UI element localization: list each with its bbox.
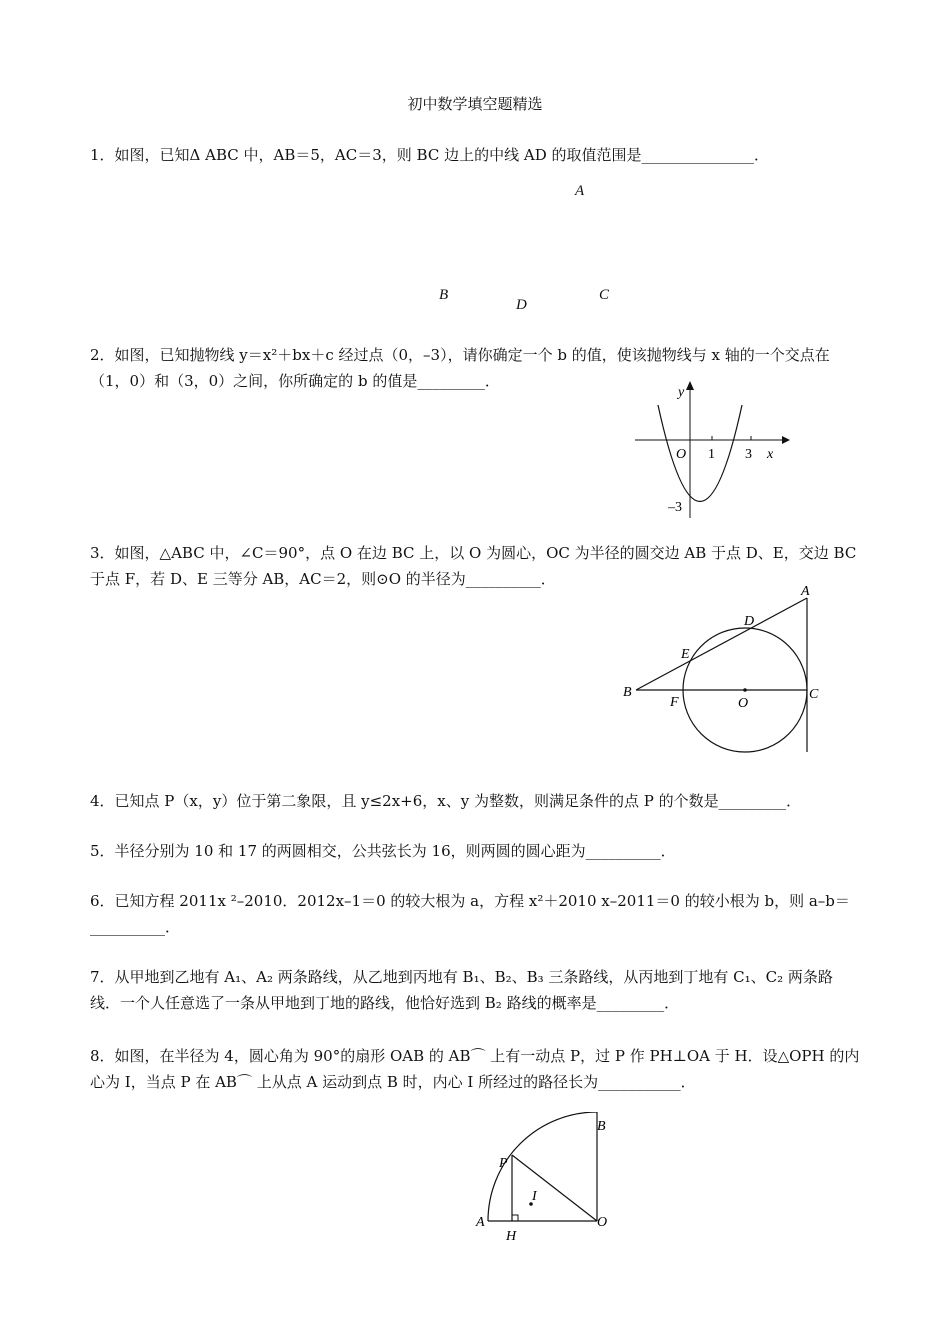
page-title: 初中数学填空题精选 [407, 95, 543, 113]
question-1: 1．如图，已知Δ ABC 中，AB＝5，AC＝3，则 BC 边上的中线 AD 的取值范围是_______________． [90, 146, 769, 164]
fig2-label-1: 1 [708, 447, 715, 462]
fig2-label-y: y [678, 385, 685, 400]
fig1-label-d: D [516, 297, 527, 313]
fig2-label-o: O [676, 447, 687, 462]
fig8-label-i: I [532, 1189, 537, 1204]
fig3-label-d: D [744, 614, 755, 629]
parabola-curve [658, 405, 742, 502]
figure-2-parabola [630, 378, 790, 520]
x-axis-arrow [782, 436, 790, 444]
question-6: 6．已知方程 2011x ²–2010．2012x–1＝0 的较大根为 a，方程 x²＋2010 x–2011＝0 的较小根为 b，则 a–b＝__________． [90, 892, 850, 936]
fig3-label-o: O [738, 696, 749, 711]
center-o-dot [743, 688, 747, 692]
fig3-label-b: B [623, 685, 632, 700]
fig8-label-p: P [499, 1156, 508, 1171]
fig8-label-o: O [597, 1215, 608, 1230]
question-5: 5．半径分别为 10 和 17 的两圆相交，公共弦长为 16，则两圆的圆心距为__________． [90, 842, 676, 860]
fig3-label-a: A [801, 584, 810, 599]
question-4: 4．已知点 P（x，y）位于第二象限，且 y≤2x+6，x、y 为整数，则满足条件的点 P 的个数是_________． [90, 792, 802, 810]
fig1-label-c: C [599, 287, 610, 303]
question-2: 2．如图，已知抛物线 y＝x²＋bx＋c 经过点（0，–3），请你确定一个 b 的值，使该抛物线与 x 轴的一个交点在（1，0）和（3，0）之间，你所确定的 b 的值是_________． [90, 346, 830, 390]
fig1-label-a: A [575, 183, 585, 199]
fig2-label-minus3: –3 [668, 500, 682, 515]
fig3-label-f: F [670, 695, 679, 710]
question-7: 7．从甲地到乙地有 A₁、A₂ 两条路线，从乙地到丙地有 B₁、B₂、B₃ 三条路线，从丙地到丁地有 C₁、C₂ 两条路线．一个人任意选了一条从甲地到丁地的路线，他恰好选到 B₂ 路线的概率是_________． [90, 968, 833, 1012]
fig8-label-a: A [476, 1215, 485, 1230]
figure-8-sector [470, 1112, 620, 1244]
fig2-label-3: 3 [745, 447, 752, 462]
fig8-label-h: H [506, 1229, 517, 1244]
figure-3-circle-triangle [620, 578, 830, 758]
fig8-label-b: B [597, 1119, 606, 1134]
fig3-label-c: C [809, 687, 819, 702]
question-3: 3．如图，△ABC 中，∠C＝90°，点 O 在边 BC 上，以 O 为圆心，OC 为半径的圆交边 AB 于点 D、E，交边 BC 于点 F，若 D、E 三等分 AB，AC＝2，则⊙O 的半径为__________． [90, 544, 857, 588]
fig1-label-b: B [439, 287, 449, 303]
y-axis-arrow [686, 381, 694, 390]
question-8: 8．如图，在半径为 4，圆心角为 90°的扇形 OAB 的 AB⌒ 上有一动点 P，过 P 作 PH⊥OA 于 H．设△OPH 的内心为 I，当点 P 在 AB⌒ 上从点 A 运动到点 B 时，内心 I 所经过的路径长为___________． [90, 1047, 860, 1091]
fig3-label-e: E [681, 647, 690, 662]
fig2-label-x: x [767, 447, 774, 462]
